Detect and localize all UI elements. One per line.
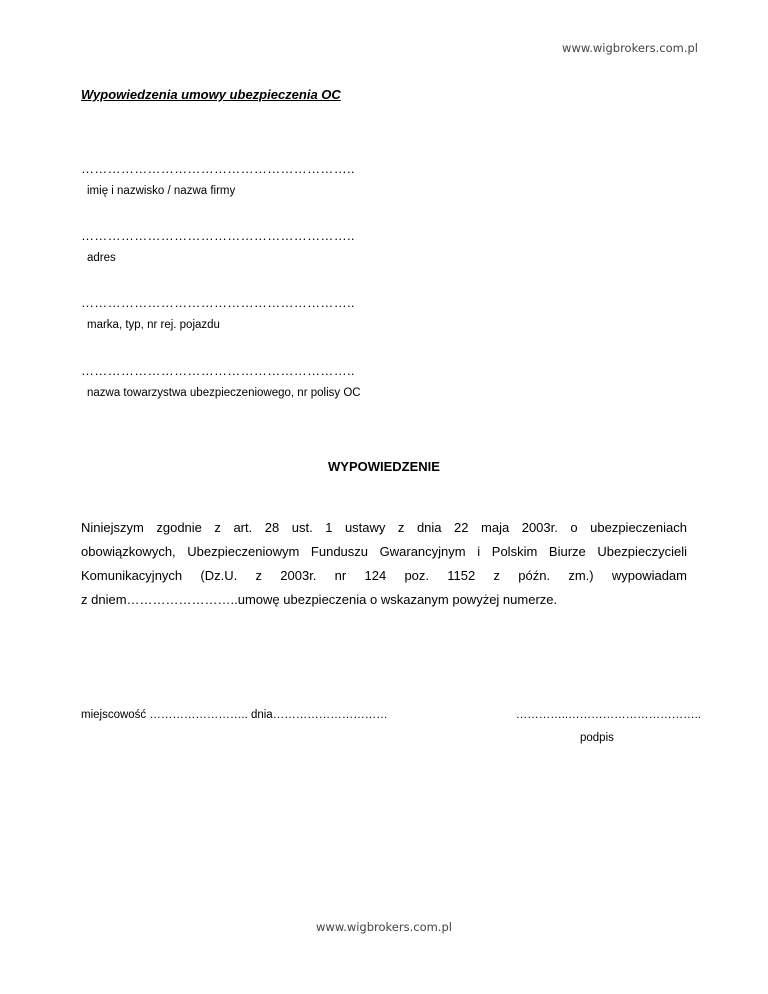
body-paragraph (81, 516, 687, 612)
body-line: z dniem……………………..umowę ubezpieczenia o wskazanym powyżej numerze. (81, 592, 558, 607)
signature-dots: …………..…………………………….. (515, 709, 701, 721)
field-address (81, 228, 355, 265)
header-website-url: www.wigbrokers.com.pl (562, 41, 698, 55)
body-line: obowiązkowych, Ubezpieczeniowym Funduszu Gwarancyjnym i Polskim Biurze Ubezpieczycieli (81, 544, 687, 559)
section-heading: WYPOWIEDZENIE (328, 459, 440, 474)
fill-in-dots: …………………………………………………….. (81, 295, 355, 310)
field-label-address: adres (87, 252, 116, 264)
field-label-name: imię i nazwisko / nazwa firmy (87, 185, 236, 197)
document-title: Wypowiedzenia umowy ubezpieczenia OC (81, 87, 341, 102)
fill-in-dots: …………………………………………………….. (81, 228, 355, 243)
field-vehicle (81, 295, 355, 332)
field-label-vehicle: marka, typ, nr rej. pojazdu (87, 319, 220, 331)
signature-label: podpis (580, 732, 614, 744)
body-line: Niniejszym zgodnie z art. 28 ust. 1 ustawy z dnia 22 maja 2003r. o ubezpieczeniach (81, 520, 687, 535)
footer-website-url: www.wigbrokers.com.pl (316, 920, 452, 934)
body-line: Komunikacyjnych (Dz.U. z 2003r. nr 124 poz. 1152 z późn. zm.) wypowiadam (81, 568, 687, 583)
field-insurer (81, 363, 361, 400)
field-name (81, 161, 355, 198)
place-date-line: miejscowość …………………….. dnia………………………… (81, 709, 388, 721)
fill-in-dots: …………………………………………………….. (81, 363, 355, 378)
field-label-insurer: nazwa towarzystwa ubezpieczeniowego, nr polisy OC (87, 387, 361, 399)
fill-in-dots: …………………………………………………….. (81, 161, 355, 176)
